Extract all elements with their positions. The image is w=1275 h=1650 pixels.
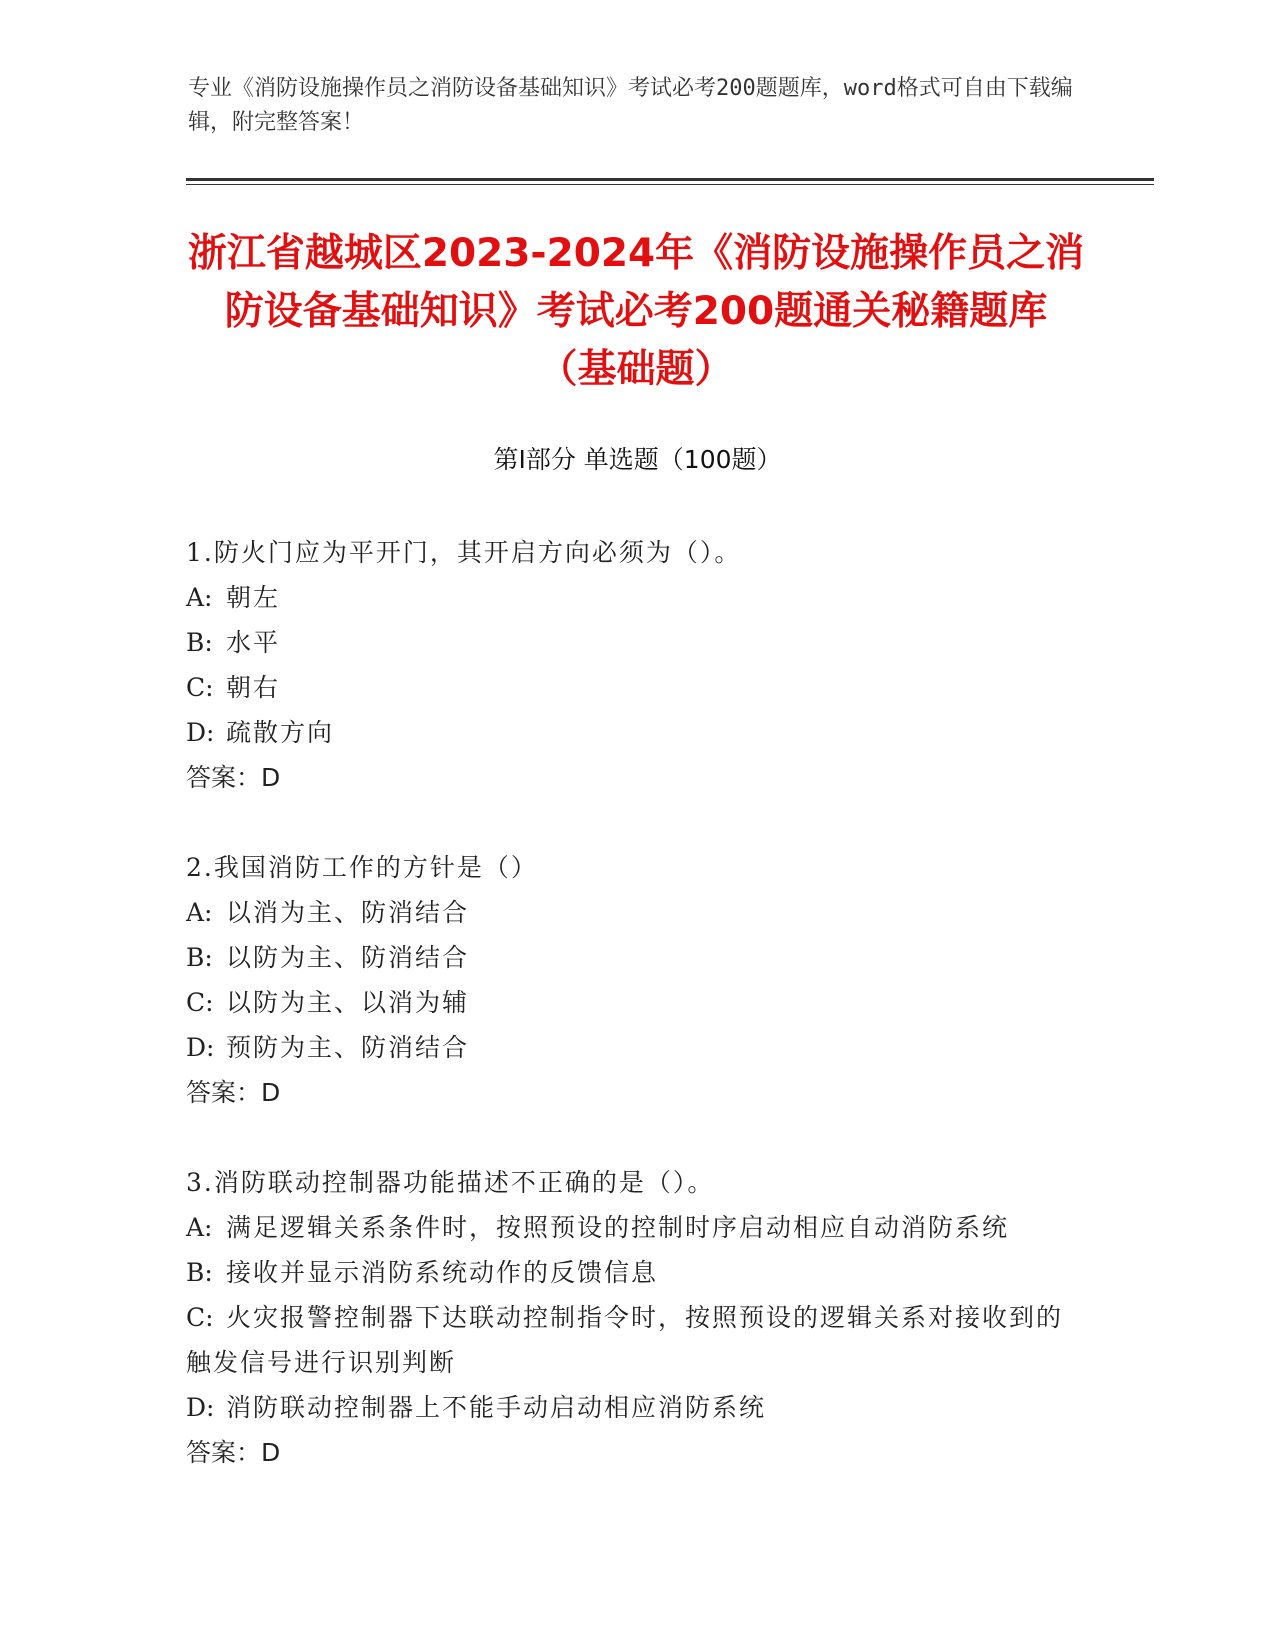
option-text: 以防为主、防消结合 <box>226 943 470 972</box>
option-text: 水平 <box>226 628 281 657</box>
header-note: 专业《消防设施操作员之消防设备基础知识》考试必考200题题库，word格式可自由下载编辑，附完整答案！ <box>188 76 1073 135</box>
option-label: B: <box>186 943 213 972</box>
option-label: A: <box>186 583 213 612</box>
option-text: 朝左 <box>226 583 281 612</box>
option-text: 疏散方向 <box>226 718 335 747</box>
option-label: C: <box>186 988 214 1017</box>
option-d <box>186 710 1086 755</box>
document-title: 浙江省越城区2023-2024年《消防设施操作员之消防设备基础知识》考试必考200题通关秘籍题库（基础题） <box>187 231 1085 392</box>
option-c <box>186 665 1086 710</box>
option-label: B: <box>186 628 213 657</box>
option-d <box>186 1025 1086 1070</box>
option-text: 以消为主、防消结合 <box>226 898 470 927</box>
question-text: 1.防火门应为平开门，其开启方向必须为（）。 <box>186 538 742 567</box>
question-item <box>186 1160 1086 1475</box>
option-c <box>186 1295 1086 1385</box>
option-text: 预防为主、防消结合 <box>226 1033 470 1062</box>
answer-line: 答案：D <box>186 1078 281 1107</box>
option-c <box>186 980 1086 1025</box>
option-label: A: <box>186 898 213 927</box>
option-text: 朝右 <box>226 673 281 702</box>
option-text: 以防为主、以消为辅 <box>226 988 470 1017</box>
option-label: C: <box>186 673 214 702</box>
question-text: 2.我国消防工作的方针是（） <box>186 853 538 882</box>
option-label: C: <box>186 1303 214 1332</box>
header-divider-thin <box>186 184 1154 185</box>
option-a <box>186 575 1086 620</box>
option-b <box>186 620 1086 665</box>
option-label: D: <box>186 1033 215 1062</box>
option-a <box>186 1205 1086 1250</box>
question-text: 3.消防联动控制器功能描述不正确的是（）。 <box>186 1168 715 1197</box>
option-text: 消防联动控制器上不能手动启动相应消防系统 <box>226 1393 767 1422</box>
option-label: A: <box>186 1213 213 1242</box>
question-list <box>186 530 1086 1520</box>
option-label: B: <box>186 1258 213 1287</box>
option-text: 火灾报警控制器下达联动控制指令时，按照预设的逻辑关系对接收到的触发信号进行识别判断 <box>186 1303 1064 1377</box>
option-b <box>186 1250 1086 1295</box>
option-label: D: <box>186 718 215 747</box>
option-a <box>186 890 1086 935</box>
option-label: D: <box>186 1393 215 1422</box>
question-item <box>186 530 1086 800</box>
option-d <box>186 1385 1086 1430</box>
option-b <box>186 935 1086 980</box>
question-item <box>186 845 1086 1115</box>
option-text: 满足逻辑关系条件时，按照预设的控制时序启动相应自动消防系统 <box>226 1213 1010 1242</box>
header-divider-thick <box>186 178 1154 181</box>
answer-line: 答案：D <box>186 1438 281 1467</box>
option-text: 接收并显示消防系统动作的反馈信息 <box>226 1258 659 1287</box>
answer-line: 答案：D <box>186 763 281 792</box>
section-title: 第I部分 单选题（100题） <box>493 445 782 474</box>
